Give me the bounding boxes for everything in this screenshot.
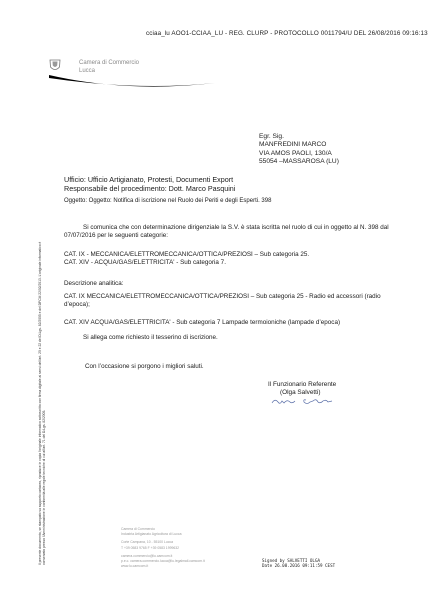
side-note-text: Il presente documento, se stampato su supporto cartaceo, riproduce in copia l’originale informatico sottoscritto con firma digitale ai sensi dell’art. 20 e 22 del D.Lgs. 82/2005 e del DPCM 22/02/2013. L’originale informatico è conservato presso l’Amministrazione in conformità alle regole tecniche di cui all’art. 71 del D.Lgs. 82/2005. — [38, 241, 46, 565]
body-paragraph-1-text: Si comunica che con determinazione dirigenziale la S.V. è stata iscritta nel ruolo di cui in oggetto al N. 398 dal 07/07/2016 per le seguenti categorie: — [64, 224, 389, 239]
logo-line2: Lucca — [79, 68, 96, 74]
signature-role: Il Funzionario Referente — [268, 381, 337, 388]
description-2-text: CAT. XIV ACQUA/GAS/ELETTRICITA' - Sub categoria 7 Lampade termoioniche (lampade d’epoca) — [64, 319, 341, 326]
body-paragraph-1 — [64, 224, 404, 240]
recipient-name: MANFREDINI MARCO — [259, 141, 327, 149]
description-1 — [64, 293, 404, 309]
office-block — [64, 176, 235, 193]
category-2: CAT. XIV - ACQUA/GAS/ELETTRICITA' - Sub categoria 7. — [64, 259, 226, 266]
office-ufficio: Ufficio: Ufficio Artigianato, Protesti, Documenti Export — [64, 175, 234, 184]
category-1: CAT. IX - MECCANICA/ELETTROMECCANICA/OTTICA/PREZIOSI – Sub categoria 25. — [64, 251, 310, 258]
footer-line6: p.e.c. camera.commercio.lucca@lu.legalmail.camcom.it — [121, 559, 205, 564]
chamber-logo — [47, 57, 217, 97]
footer-line2: Industria Artigianato Agricoltura di Lucca — [121, 532, 182, 537]
footer-contacts — [121, 527, 205, 569]
footer-line5: camera.commercio@lu.camcom.it — [121, 553, 173, 558]
footer-line3: Corte Campana, 10 - 55100 Lucca — [121, 540, 174, 545]
protocol-header: cciaa_lu AOO1-CCIAA_LU - REG. CLURP - PROTOCOLLO 0011794/U DEL 26/08/2016 09:16:13 — [146, 30, 428, 37]
footer-line1: Camera di Commercio — [121, 527, 155, 531]
recipient-salutation: Egr. Sig. — [259, 133, 284, 140]
digital-signature-stamp — [262, 558, 335, 568]
signed-date: Date 26.08.2016 09:11:59 CEST — [262, 563, 336, 569]
attachment-note — [83, 334, 423, 342]
office-responsabile: Responsabile del procedimento: Dott. Marco Pasquini — [64, 183, 236, 193]
signed-by: Signed by SALVETTI OLGA — [262, 558, 320, 563]
description-1-text: CAT. IX MECCANICA/ELETTROMECCANICA/OTTICA/PREZIOSI – Sub categoria 25 - Radio ed accessori (radio d’epoca); — [64, 293, 381, 308]
footer-line7: www.lu.camcom.it — [121, 564, 149, 569]
description-2 — [64, 319, 404, 327]
description-title-text: Descrizione analitica: — [64, 280, 124, 287]
footer-line4: T +39 0583 9765 F +39 0583 1999632 — [121, 545, 180, 550]
category-list — [64, 251, 404, 267]
handwritten-signature — [270, 394, 360, 408]
logo-line1: Camera di Commercio — [79, 60, 140, 66]
recipient-city: 55054 –MASSAROSA (LU) — [259, 158, 339, 166]
subject-line: Oggetto: Oggetto: Notifica di iscrizione nel Ruolo dei Periti e degli Esperti. 398 — [64, 198, 272, 204]
description-title — [64, 280, 404, 288]
attachment-note-text: Si allega come richiesto il tesserino di iscrizione. — [83, 334, 218, 341]
recipient-address — [259, 133, 339, 167]
recipient-street: VIA AMOS PAOLI, 130/A — [259, 149, 332, 157]
signature-name: (Olga Salvetti) — [280, 389, 321, 396]
digital-signature-side-note — [39, 237, 47, 565]
closing-line: Con l’occasione si porgono i migliori saluti. — [85, 363, 204, 370]
